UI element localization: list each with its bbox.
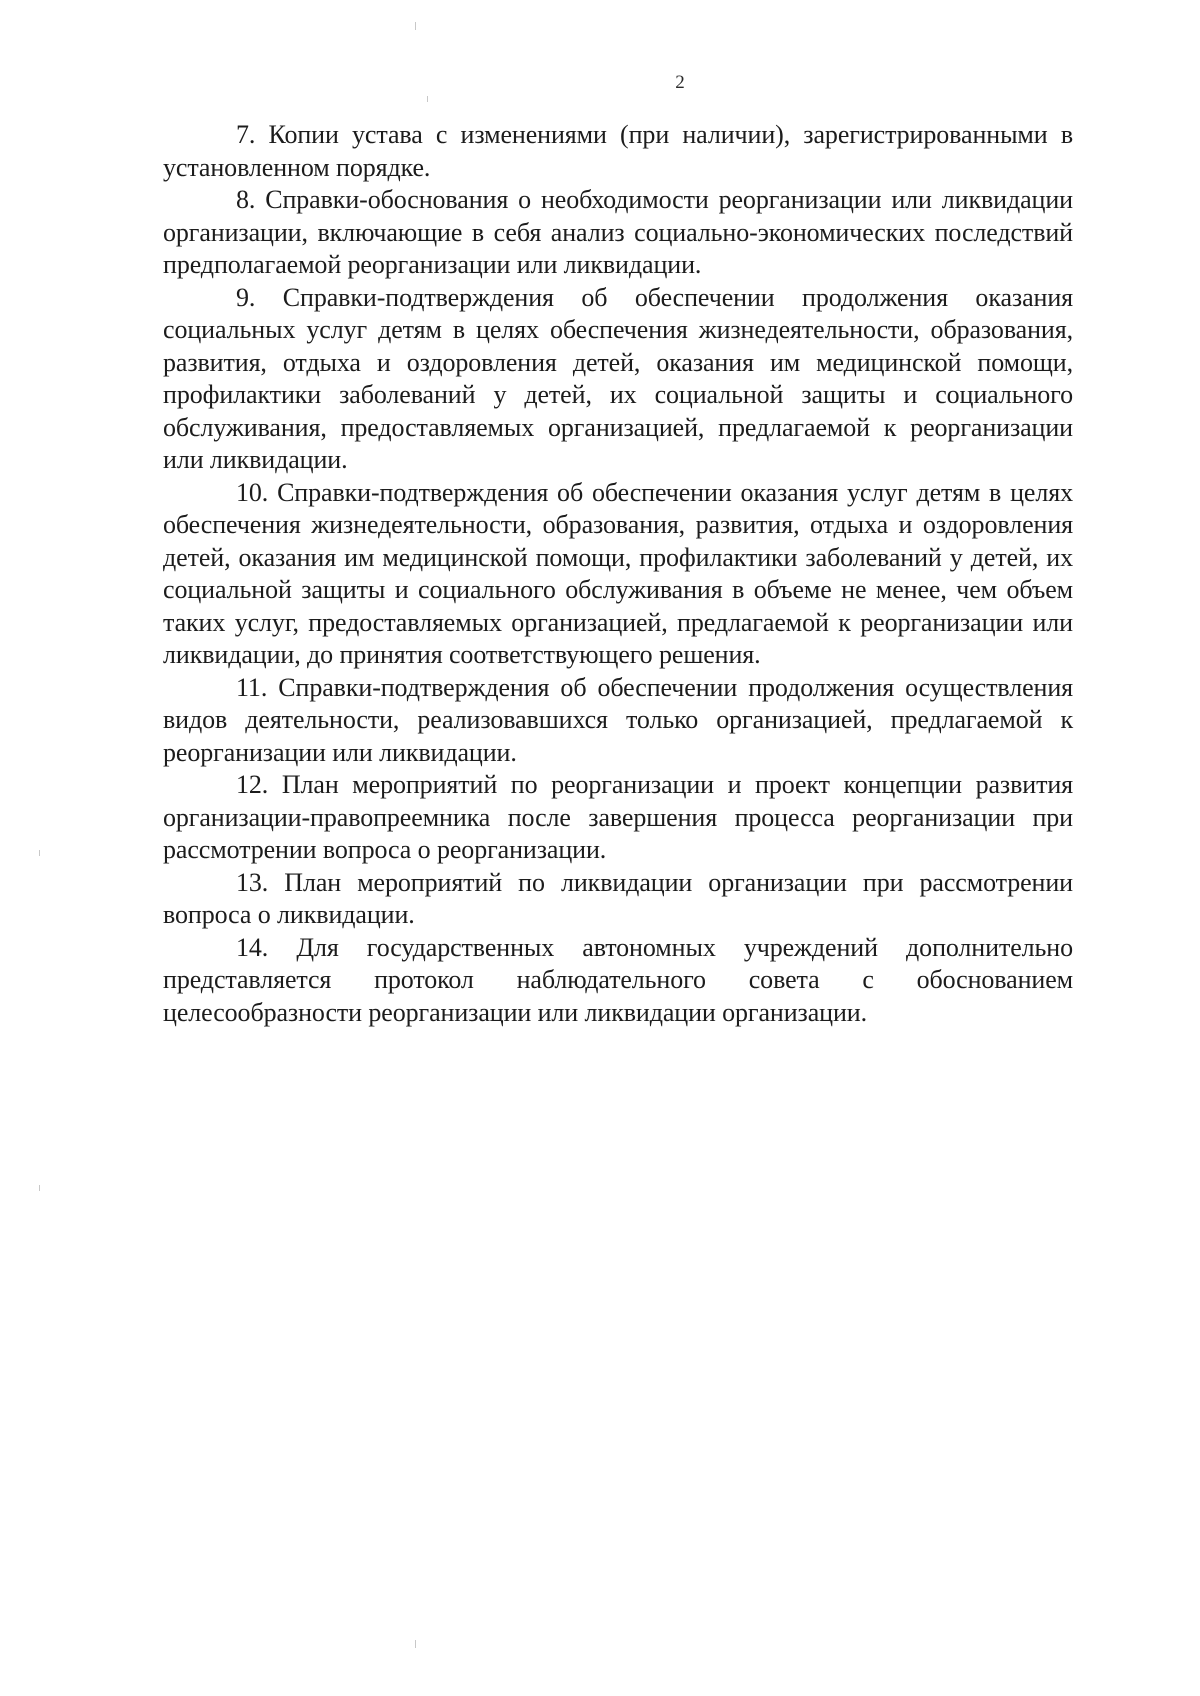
list-item-13: 13. План мероприятий по ликвидации организации при рассмотрении вопроса о ликвидации. [163,867,1073,929]
scan-mark [39,850,40,856]
list-item-7: 7. Копии устава с изменениями (при наличии), зарегистрированными в установленном порядке. [163,120,1073,182]
list-item-12: 12. План мероприятий по реорганизации и проект концепции развития организации-правопреемника после завершения процесса реорганизации при рассмотрении вопроса о реорганизации. [163,770,1073,864]
scan-mark [427,96,428,102]
scan-mark [39,1185,40,1191]
page-number: 2 [675,72,685,93]
list-item-10: 10. Справки-подтверждения об обеспечении оказания услуг детям в целях обеспечения жизнедеятельности, образования, развития, отдыха и оздоровления детей, оказания им медицинской помощи, профилактики заболеваний у детей, их социальной защиты и социального обслуживания в объеме не менее, чем объем таких услуг, предоставляемых организацией, предлагаемой к реорганизации или ликвидации, до принятия соответствующего решения. [163,477,1073,669]
list-item-11: 11. Справки-подтверждения об обеспечении продолжения осуществления видов деятельности, реализовавшихся только организацией, предлагаемой к реорганизации или ликвидации. [163,672,1073,767]
list-item-9: 9. Справки-подтверждения об обеспечении продолжения оказания социальных услуг детям в целях обеспечения жизнедеятельности, образования, развития, отдыха и оздоровления детей, оказания им медицинской помощи, профилактики заболеваний у детей, их социальной защиты и социального обслуживания, предоставляемых организацией, предлагаемой к реорганизации или ликвидации. [163,282,1073,474]
document-body [163,119,1073,1029]
list-item-14: 14. Для государственных автономных учреждений дополнительно представляется протокол наблюдательного совета с обоснованием целесообразности реорганизации или ликвидации организации. [163,932,1073,1027]
scan-mark [415,22,416,30]
list-item-8: 8. Справки-обоснования о необходимости реорганизации или ликвидации организации, включающие в себя анализ социально-экономических последствий предполагаемой реорганизации или ликвидации. [163,185,1073,279]
scan-mark [415,1640,416,1648]
